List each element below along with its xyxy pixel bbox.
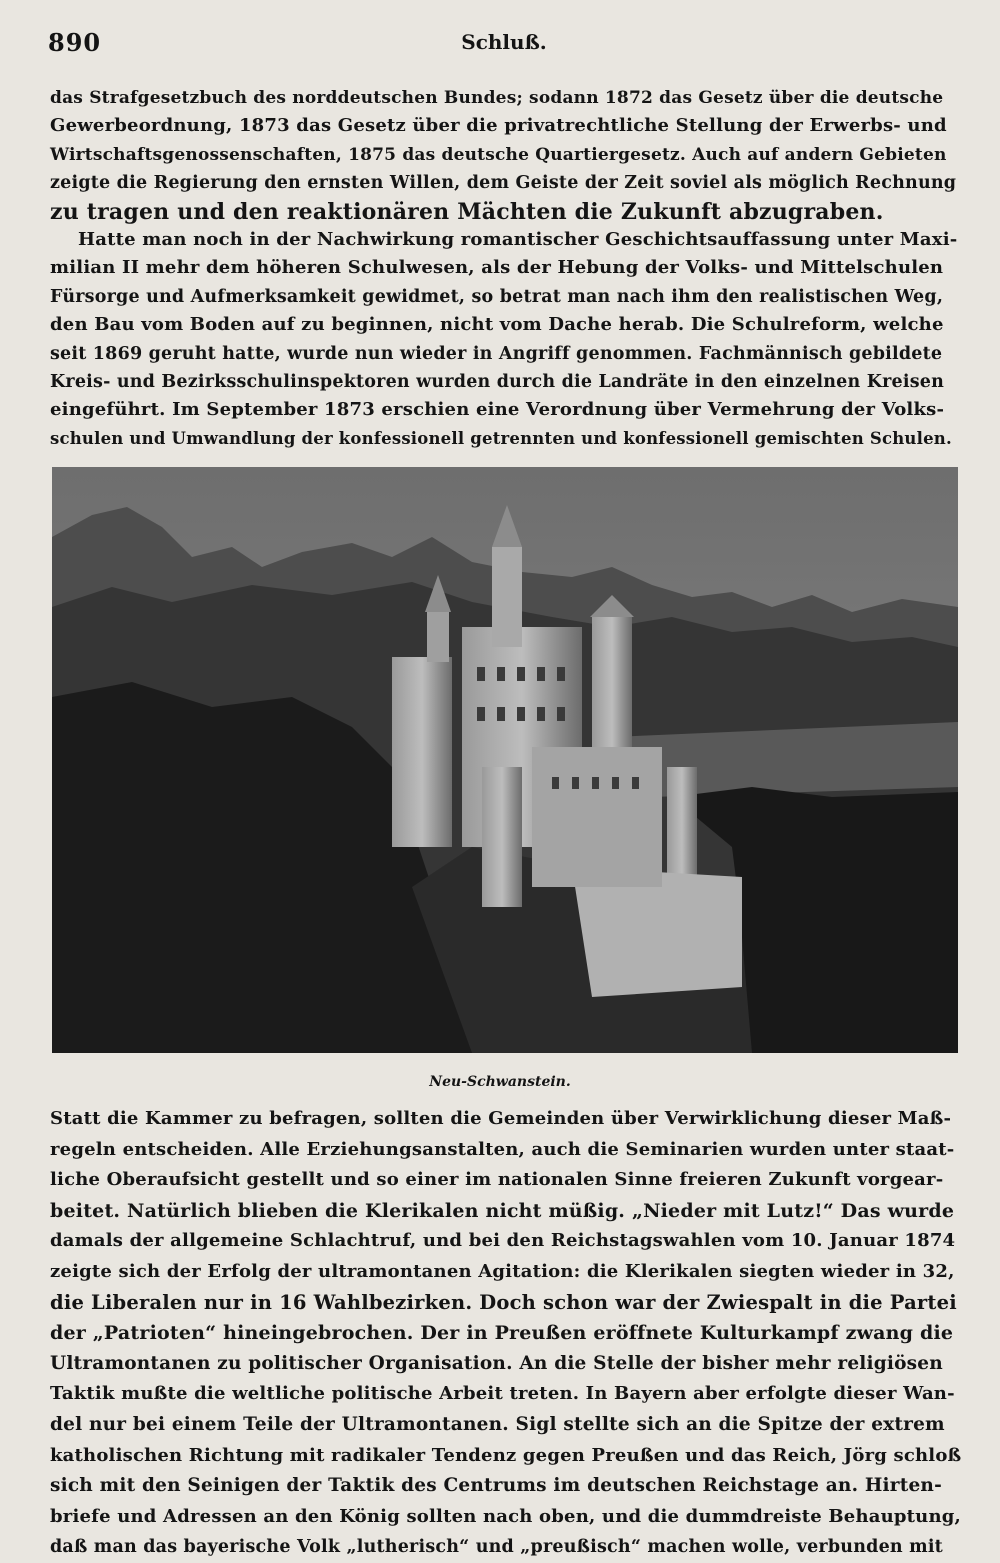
text-line: briefe und Adressen an den König sollten nach oben, und die dummdreiste Behauptung,: [50, 1505, 962, 1527]
text-line: zeigte die Regierung den ernsten Willen, dem Geiste der Zeit soviel als möglich Rechnung: [50, 173, 957, 194]
text-line: die Liberalen nur in 16 Wahlbezirken. Doch schon war der Zwiespalt in die Partei: [50, 1290, 957, 1314]
text-line: milian II mehr dem höheren Schulwesen, als der Hebung der Volks- und Mittelschulen: [50, 257, 944, 279]
text-block-top: [50, 84, 962, 453]
text-line: zu tragen und den reaktionären Mächten die Zukunft abzugraben.: [50, 198, 884, 225]
text-line: Kreis- und Bezirksschulinspektoren wurden durch die Landräte in den einzelnen Kreisen: [50, 371, 945, 392]
text-line: katholischen Richtung mit radikaler Tendenz gegen Preußen und das Reich, Jörg schloß: [50, 1444, 962, 1466]
castle-photo: [52, 467, 958, 1053]
text-line: schulen und Umwandlung der konfessionell getrennten und konfessionell gemischten Schulen.: [50, 428, 952, 448]
text-line: seit 1869 geruht hatte, wurde nun wieder in Angriff genommen. Fachmännisch gebildete: [50, 343, 943, 364]
text-line: Ultramontanen zu politischer Organisation. An die Stelle der bisher mehr religiösen: [50, 1352, 943, 1374]
text-line: sich mit den Seinigen der Taktik des Centrums im deutschen Reichstage an. Hirten-: [50, 1475, 942, 1497]
text-line: der „Patrioten“ hineingebrochen. Der in Preußen eröffnete Kulturkampf zwang die: [50, 1322, 954, 1345]
text-line: damals der allgemeine Schlachtruf, und bei den Reichstagswahlen vom 10. Januar 1874: [50, 1230, 956, 1252]
text-line: zeigte sich der Erfolg der ultramontanen Agitation: die Klerikalen siegten wieder in 32,: [50, 1260, 955, 1282]
text-line: das Strafgesetzbuch des norddeutschen Bundes; sodann 1872 das Gesetz über die deutsche: [50, 88, 944, 108]
text-line: Statt die Kammer zu befragen, sollten die Gemeinden über Verwirklichung dieser Maß-: [50, 1108, 952, 1129]
text-line: regeln entscheiden. Alle Erziehungsanstalten, auch die Seminarien wurden unter staat-: [50, 1138, 955, 1160]
text-line: eingeführt. Im September 1873 erschien eine Verordnung über Vermehrung der Volks-: [50, 399, 945, 421]
text-block-bottom: [50, 1104, 962, 1563]
text-line: del nur bei einem Teile der Ultramontanen. Sigl stellte sich an die Spitze der extrem: [50, 1413, 945, 1435]
figure-caption: Neu-Schwanstein.: [429, 1074, 571, 1090]
text-line: Wirtschaftsgenossenschaften, 1875 das deutsche Quartiergesetz. Auch auf andern Gebieten: [50, 144, 947, 165]
text-line: Hatte man noch in der Nachwirkung romantischer Geschichtsauffassung unter Maxi-: [78, 228, 958, 250]
text-line: Taktik mußte die weltliche politische Arbeit treten. In Bayern aber erfolgte dieser Wan-: [50, 1383, 955, 1405]
text-line: den Bau vom Boden auf zu beginnen, nicht vom Dache herab. Die Schulreform, welche: [50, 314, 944, 336]
running-title: Schluß.: [461, 30, 547, 54]
page-header: [48, 28, 960, 68]
text-line: Gewerbeordnung, 1873 das Gesetz über die privatrechtliche Stellung der Erwerbs- und: [50, 115, 947, 137]
text-line: liche Oberaufsicht gestellt und so einer im nationalen Sinne freieren Zukunft vorgear-: [50, 1169, 944, 1191]
text-line: daß man das bayerische Volk „lutherisch“ und „preußisch“ machen wolle, verbunden mit: [50, 1537, 943, 1558]
page-number: 890: [48, 28, 102, 57]
text-line: beitet. Natürlich blieben die Klerikalen nicht müßig. „Nieder mit Lutz!“ Das wurde: [50, 1199, 955, 1222]
text-line: Fürsorge und Aufmerksamkeit gewidmet, so betrat man nach ihm den realistischen Weg,: [50, 286, 944, 307]
